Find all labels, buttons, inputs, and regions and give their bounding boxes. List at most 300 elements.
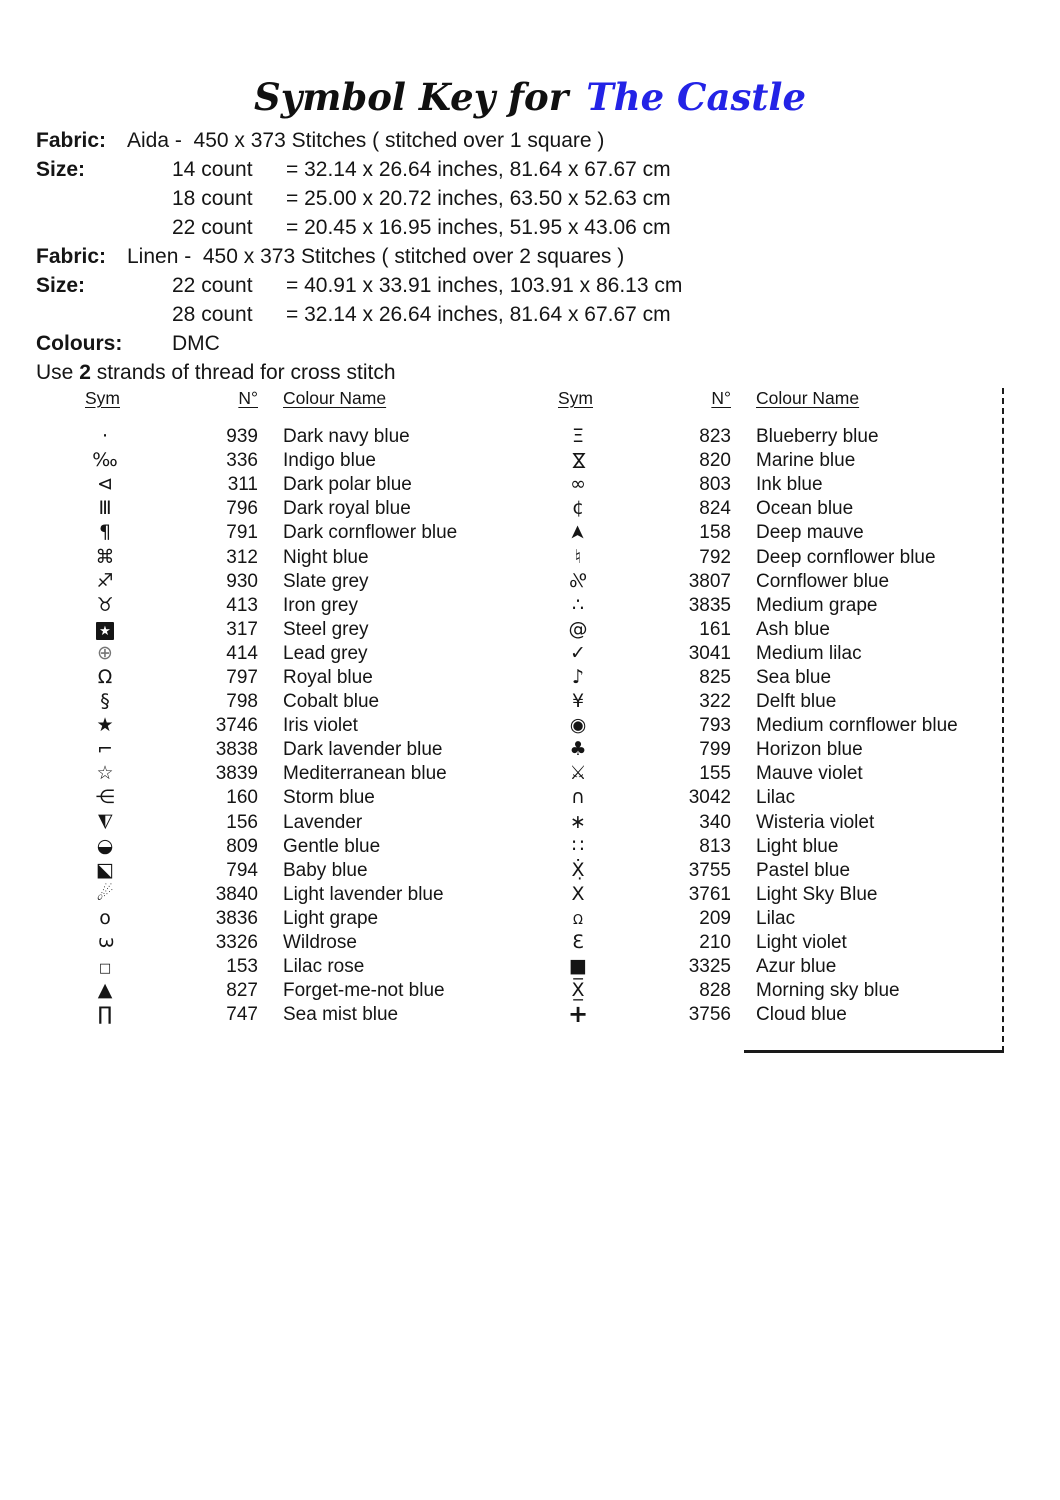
- page-title: [0, 0, 1060, 122]
- stitch-symbol-icon: @: [568, 617, 588, 640]
- stitch-symbol-icon: X: [571, 882, 585, 905]
- key-row: [558, 425, 958, 449]
- colour-name-cell: Forget-me-not blue: [283, 980, 445, 1002]
- dmc-number-cell: 3746: [215, 715, 258, 737]
- stitch-symbol-icon: ¥: [571, 690, 585, 713]
- stitch-symbol-icon: ♉: [96, 593, 114, 616]
- dmc-number-cell: 413: [226, 594, 258, 616]
- key-row: [558, 690, 958, 714]
- dmc-number-cell: 791: [226, 522, 258, 544]
- colour-name-cell: Sea mist blue: [283, 1004, 399, 1026]
- symbol-cell: [85, 860, 125, 882]
- dmc-number-cell: 794: [226, 859, 258, 881]
- key-rows: [85, 425, 457, 1027]
- dmc-number-cell: 3836: [215, 907, 258, 929]
- colour-name-cell: Baby blue: [283, 859, 368, 881]
- dmc-number-cell: 209: [699, 907, 731, 929]
- stitch-symbol-icon: ➤: [566, 524, 589, 541]
- colour-name-cell: Blueberry blue: [756, 426, 879, 448]
- spec-label: Colours:: [36, 332, 123, 355]
- key-row: [85, 1003, 457, 1027]
- key-column-right: [558, 388, 958, 1027]
- dmc-number-cell: 809: [226, 835, 258, 857]
- symbol-cell: [85, 547, 125, 569]
- key-row: [558, 473, 958, 497]
- dmc-number-cell: 793: [699, 715, 731, 737]
- key-row: [85, 955, 457, 979]
- key-row: [558, 931, 958, 955]
- colour-name-cell: Sea blue: [756, 666, 832, 688]
- colour-name-cell: Wildrose: [283, 932, 357, 954]
- spec-label: [36, 213, 127, 242]
- colour-name-cell: Medium grape: [756, 594, 878, 616]
- dmc-number-cell: 317: [226, 618, 258, 640]
- number-header-label: N°: [711, 388, 731, 408]
- stitch-symbol-icon: ◉: [569, 714, 587, 737]
- colour-name-cell: Lead grey: [283, 642, 368, 664]
- key-row: [85, 762, 457, 786]
- strands-count: 2: [79, 361, 91, 384]
- key-row: [558, 811, 958, 835]
- spec-row: [36, 184, 1060, 213]
- symbol-cell: [558, 426, 598, 448]
- colour-name-cell: Royal blue: [283, 666, 373, 688]
- stitch-symbol-icon: Ξ: [571, 425, 584, 448]
- stitch-symbol-icon: ♪: [571, 665, 585, 688]
- symbol-cell: [85, 908, 125, 930]
- key-row: [558, 570, 958, 594]
- stitch-symbol-icon: ∏: [97, 1003, 113, 1026]
- dmc-number-cell: 156: [226, 811, 258, 833]
- key-row: [558, 786, 958, 810]
- dmc-number-cell: 311: [227, 474, 258, 496]
- symbol-cell: [85, 426, 125, 448]
- key-rows: [558, 425, 958, 1027]
- stitch-symbol-icon: ▲: [97, 979, 113, 1002]
- dmc-number-cell: 3042: [688, 787, 731, 809]
- symbol-cell: [85, 450, 125, 472]
- dmc-number-cell: 792: [699, 546, 731, 568]
- dmc-number-cell: 3041: [688, 642, 731, 664]
- spec-count: 22 count: [172, 216, 253, 239]
- key-row: [85, 883, 457, 907]
- key-row: [85, 907, 457, 931]
- colour-name-cell: Dark cornflower blue: [283, 522, 458, 544]
- spec-dimensions: = 32.14 x 26.64 inches, 81.64 x 67.67 cm: [286, 158, 671, 181]
- symbol-cell: [85, 932, 125, 954]
- key-row: [558, 835, 958, 859]
- dmc-number-cell: 322: [699, 691, 731, 713]
- dmc-number-cell: 155: [699, 763, 731, 785]
- colour-name-cell: Dark polar blue: [283, 474, 412, 496]
- spec-count: 14 count: [172, 158, 253, 181]
- stitch-symbol-icon: ∞: [570, 473, 586, 496]
- key-row: [558, 666, 958, 690]
- colour-name-cell: Ash blue: [756, 618, 830, 640]
- key-row: [85, 425, 457, 449]
- symbol-cell: [558, 956, 598, 978]
- colour-name-cell: Cloud blue: [756, 1004, 847, 1026]
- symbol-cell: [558, 595, 598, 617]
- symbol-cell: [558, 908, 598, 930]
- colour-name-cell: Deep cornflower blue: [756, 546, 936, 568]
- spec-count: 18 count: [172, 187, 253, 210]
- symbol-cell: [558, 547, 598, 569]
- stitch-symbol-icon: ♣: [569, 738, 587, 761]
- spec-label: [36, 184, 127, 213]
- name-header: [731, 388, 859, 409]
- dmc-number-cell: 799: [699, 739, 731, 761]
- spec-value: DMC: [172, 332, 220, 355]
- key-row: [85, 835, 457, 859]
- dmc-number-cell: 930: [226, 570, 258, 592]
- sym-header: [558, 388, 598, 409]
- spec-count: 22 count: [172, 274, 253, 297]
- key-row: [558, 594, 958, 618]
- symbol-cell: [558, 643, 598, 665]
- colour-name-cell: Dark royal blue: [283, 498, 411, 520]
- key-row: [558, 907, 958, 931]
- stitch-symbol-icon: ◒: [96, 834, 114, 857]
- stitch-symbol-icon: ¶: [98, 521, 112, 544]
- colour-name-cell: Cornflower blue: [756, 570, 890, 592]
- dmc-number-cell: 798: [226, 691, 258, 713]
- key-row: [85, 521, 457, 545]
- stitch-symbol-icon: □: [98, 961, 112, 977]
- colour-name-cell: Iris violet: [283, 715, 358, 737]
- spec-dimensions: = 20.45 x 16.95 inches, 51.95 x 43.06 cm: [286, 216, 671, 239]
- strands-pre: Use: [36, 361, 80, 384]
- colour-name-cell: Steel grey: [283, 618, 369, 640]
- spec-dimensions: = 40.91 x 33.91 inches, 103.91 x 86.13 cm: [286, 274, 683, 297]
- spec-row: [36, 300, 1060, 329]
- number-header-label: N°: [238, 388, 258, 408]
- key-row: [558, 738, 958, 762]
- name-header: [258, 388, 386, 409]
- colour-name-cell: Dark lavender blue: [283, 739, 443, 761]
- symbol-cell: [558, 812, 598, 834]
- spec-label: Size:: [36, 158, 86, 181]
- dmc-number-cell: 158: [699, 522, 731, 544]
- symbol-cell: [85, 498, 125, 520]
- colour-name-cell: Light blue: [756, 835, 839, 857]
- key-header-row: [85, 388, 457, 409]
- symbol-cell: [558, 763, 598, 785]
- spec-count: 28 count: [172, 303, 253, 326]
- key-header-row: [558, 388, 958, 409]
- dmc-number-cell: 803: [699, 474, 731, 496]
- dmc-number-cell: 796: [226, 498, 258, 520]
- symbol-cell: [85, 715, 125, 737]
- colour-name-cell: Morning sky blue: [756, 980, 900, 1002]
- spec-dimensions: = 25.00 x 20.72 inches, 63.50 x 52.63 cm: [286, 187, 671, 210]
- colour-name-cell: Lilac rose: [283, 956, 365, 978]
- stitch-symbol-icon: Ⅲ: [98, 497, 112, 520]
- sym-header: [85, 388, 125, 409]
- stitch-symbol-icon: ◮: [97, 811, 113, 834]
- colour-name-cell: Wisteria violet: [756, 811, 875, 833]
- spec-value: Linen - 450 x 373 Stitches ( stitched over 2 squares ): [127, 245, 625, 268]
- name-header-label: Colour Name: [756, 388, 860, 408]
- dmc-number-cell: 3835: [688, 594, 731, 616]
- symbol-cell: [558, 474, 598, 496]
- key-row: [558, 521, 958, 545]
- spec-value: Aida - 450 x 373 Stitches ( stitched over 1 square ): [127, 129, 605, 152]
- stitch-symbol-icon: ♐: [96, 569, 114, 592]
- symbol-cell: [558, 836, 598, 858]
- key-row: [85, 859, 457, 883]
- stitch-symbol-icon: ⚔: [569, 762, 587, 785]
- key-row: [558, 883, 958, 907]
- dmc-number-cell: 312: [226, 546, 258, 568]
- colour-name-cell: Light grape: [283, 907, 379, 929]
- symbol-cell: [85, 571, 125, 593]
- stitch-symbol-icon: ◪: [96, 858, 114, 881]
- stitch-symbol-icon: Ɛ: [572, 931, 584, 954]
- sym-header-label: Sym: [85, 388, 120, 408]
- stitch-symbol-icon: Ω: [97, 665, 113, 688]
- key-row: [85, 570, 457, 594]
- dmc-number-cell: 939: [226, 426, 258, 448]
- stitch-symbol-icon: ‰: [92, 449, 118, 472]
- colour-name-cell: Slate grey: [283, 570, 369, 592]
- key-row: [558, 618, 958, 642]
- dmc-number-cell: 336: [226, 450, 258, 472]
- stitch-symbol-icon: ⋈: [567, 451, 590, 471]
- key-row: [558, 642, 958, 666]
- symbol-cell: [85, 667, 125, 689]
- spec-row: [36, 329, 1060, 358]
- dmc-number-cell: 3325: [688, 956, 731, 978]
- stitch-symbol-icon: %: [568, 569, 588, 592]
- colour-name-cell: Light violet: [756, 932, 847, 954]
- symbol-cell: [85, 474, 125, 496]
- symbol-cell: [558, 884, 598, 906]
- stitch-symbol-icon: ⌘: [95, 545, 115, 568]
- spec-label: Size:: [36, 274, 86, 297]
- stitch-symbol-icon: ∗: [570, 810, 586, 833]
- strands-note: [36, 358, 1060, 387]
- dmc-number-cell: 797: [226, 666, 258, 688]
- sym-header-label: Sym: [558, 388, 593, 408]
- number-header: [598, 388, 731, 409]
- symbol-cell: [558, 787, 598, 809]
- stitch-symbol-icon: ★: [96, 714, 114, 737]
- key-row: [558, 859, 958, 883]
- symbol-cell: [85, 956, 125, 978]
- dmc-number-cell: 3755: [688, 859, 731, 881]
- key-row: [85, 545, 457, 569]
- stitch-symbol-icon: Ω: [573, 912, 583, 928]
- spec-label: Fabric:: [36, 129, 107, 152]
- colour-name-cell: Night blue: [283, 546, 369, 568]
- stitch-symbol-icon: ☄: [96, 882, 114, 905]
- dmc-number-cell: 747: [226, 1004, 258, 1026]
- symbol-cell: [85, 787, 125, 809]
- key-column-left: [85, 388, 457, 1027]
- dmc-number-cell: 161: [699, 618, 731, 640]
- dmc-number-cell: 153: [226, 956, 258, 978]
- stitch-symbol-icon: ∩: [571, 786, 585, 809]
- key-row: [558, 979, 958, 1003]
- colour-name-cell: Medium cornflower blue: [756, 715, 958, 737]
- colour-name-cell: Cobalt blue: [283, 691, 380, 713]
- colour-name-cell: Ink blue: [756, 474, 823, 496]
- dmc-number-cell: 414: [226, 642, 258, 664]
- key-row: [85, 690, 457, 714]
- colour-name-cell: Lavender: [283, 811, 363, 833]
- title-prefix: Symbol Key for: [253, 75, 569, 119]
- dmc-number-cell: 825: [699, 666, 731, 688]
- symbol-cell: [558, 619, 598, 641]
- stitch-symbol-icon: ∷: [571, 834, 585, 857]
- stitch-symbol-icon: ⊲: [97, 473, 113, 496]
- stitch-symbol-icon: §: [100, 690, 110, 713]
- spec-label: Fabric:: [36, 245, 107, 268]
- dmc-number-cell: 3839: [215, 763, 258, 785]
- colour-name-cell: Lilac: [756, 787, 796, 809]
- key-row: [558, 497, 958, 521]
- dmc-number-cell: 813: [699, 835, 731, 857]
- symbol-cell: [558, 498, 598, 520]
- symbol-cell: [558, 980, 598, 1002]
- colour-name-cell: Dark navy blue: [283, 426, 410, 448]
- dmc-number-cell: 827: [226, 980, 258, 1002]
- dmc-number-cell: 3756: [688, 1004, 731, 1026]
- colour-name-cell: Iron grey: [283, 594, 358, 616]
- title-castle-name: The Castle: [586, 75, 806, 119]
- symbol-cell: [558, 932, 598, 954]
- colour-name-cell: Marine blue: [756, 450, 856, 472]
- symbol-cell: [85, 522, 125, 544]
- dmc-number-cell: 823: [699, 426, 731, 448]
- key-row: [85, 979, 457, 1003]
- dmc-number-cell: 820: [699, 450, 731, 472]
- key-row: [558, 545, 958, 569]
- symbol-cell: [85, 884, 125, 906]
- number-header: [125, 388, 258, 409]
- stitch-symbol-icon: ♮: [574, 545, 582, 568]
- stitch-symbol-icon: +: [567, 1000, 589, 1029]
- key-row: [85, 594, 457, 618]
- key-row: [85, 931, 457, 955]
- key-row: [558, 955, 958, 979]
- key-row: [85, 642, 457, 666]
- spec-row: [36, 271, 1060, 300]
- colour-name-cell: Light lavender blue: [283, 883, 444, 905]
- stitch-symbol-icon: ¢: [571, 497, 585, 520]
- spec-row: [36, 242, 1060, 271]
- key-row: [85, 473, 457, 497]
- stitch-symbol-icon: X̲̅: [571, 979, 585, 1002]
- name-header-label: Colour Name: [283, 388, 387, 408]
- table-bottom-border: [744, 1050, 1004, 1053]
- colour-name-cell: Indigo blue: [283, 450, 376, 472]
- colour-name-cell: Lilac: [756, 907, 796, 929]
- stitch-symbol-icon: ·: [101, 425, 109, 448]
- spec-row: [36, 155, 1060, 184]
- colour-name-cell: Azur blue: [756, 956, 837, 978]
- symbol-cell: [85, 812, 125, 834]
- symbol-cell: [85, 643, 125, 665]
- symbol-cell: [558, 715, 598, 737]
- stitch-symbol-icon: ☆: [96, 762, 114, 785]
- stitch-symbol-icon: ■: [569, 955, 587, 978]
- key-row: [558, 714, 958, 738]
- key-row: [85, 786, 457, 810]
- dmc-number-cell: 210: [699, 932, 731, 954]
- symbol-cell: [85, 763, 125, 785]
- stitch-symbol-icon: ⋲: [95, 786, 115, 809]
- key-row: [558, 762, 958, 786]
- symbol-cell: [85, 619, 125, 641]
- colour-name-cell: Mauve violet: [756, 763, 863, 785]
- colour-name-cell: Storm blue: [283, 787, 375, 809]
- key-row: [558, 449, 958, 473]
- dmc-number-cell: 3761: [688, 883, 731, 905]
- symbol-cell: [558, 522, 598, 544]
- dmc-number-cell: 3840: [215, 883, 258, 905]
- key-row: [85, 497, 457, 521]
- colour-name-cell: Mediterranean blue: [283, 763, 447, 785]
- key-row: [85, 738, 457, 762]
- spec-row: [36, 126, 1060, 155]
- stitch-symbol-icon: Ẋ̣: [571, 858, 585, 881]
- dmc-number-cell: 340: [699, 811, 731, 833]
- dmc-number-cell: 160: [226, 787, 258, 809]
- colour-name-cell: Deep mauve: [756, 522, 864, 544]
- dmc-number-cell: 828: [699, 980, 731, 1002]
- symbol-cell: [85, 739, 125, 761]
- strands-post: strands of thread for cross stitch: [90, 361, 396, 384]
- stitch-symbol-icon: ∴: [571, 593, 585, 616]
- spec-row: [36, 213, 1060, 242]
- key-row: [85, 449, 457, 473]
- spec-dimensions: = 32.14 x 26.64 inches, 81.64 x 67.67 cm: [286, 303, 671, 326]
- stitch-symbol-icon: o: [99, 906, 111, 929]
- stitch-symbol-icon: ✓: [570, 641, 586, 664]
- symbol-cell: [85, 836, 125, 858]
- colour-name-cell: Medium lilac: [756, 642, 862, 664]
- stitch-symbol-icon: ⌐: [97, 738, 113, 761]
- dmc-number-cell: 3807: [688, 570, 731, 592]
- symbol-cell: [85, 691, 125, 713]
- symbol-cell: [558, 1002, 598, 1028]
- symbol-cell: [558, 860, 598, 882]
- key-row: [85, 811, 457, 835]
- key-row: [85, 618, 457, 642]
- colour-name-cell: Pastel blue: [756, 859, 851, 881]
- key-row: [85, 666, 457, 690]
- key-row: [558, 1000, 958, 1029]
- symbol-cell: [85, 980, 125, 1002]
- symbol-cell: [558, 691, 598, 713]
- key-row: [85, 714, 457, 738]
- colour-name-cell: Delft blue: [756, 691, 837, 713]
- fabric-specs: [36, 126, 1060, 358]
- stitch-symbol-icon: 3: [94, 936, 117, 949]
- symbol-cell: [85, 595, 125, 617]
- symbol-cell: [558, 571, 598, 593]
- symbol-cell: [85, 1004, 125, 1026]
- stitch-symbol-icon: ⊕: [97, 641, 113, 664]
- dmc-number-cell: 3326: [215, 932, 258, 954]
- symbol-cell: [558, 450, 598, 472]
- colour-name-cell: Ocean blue: [756, 498, 854, 520]
- stitch-symbol-icon: ★: [96, 622, 114, 640]
- colour-name-cell: Light Sky Blue: [756, 883, 878, 905]
- spec-label: [36, 300, 127, 329]
